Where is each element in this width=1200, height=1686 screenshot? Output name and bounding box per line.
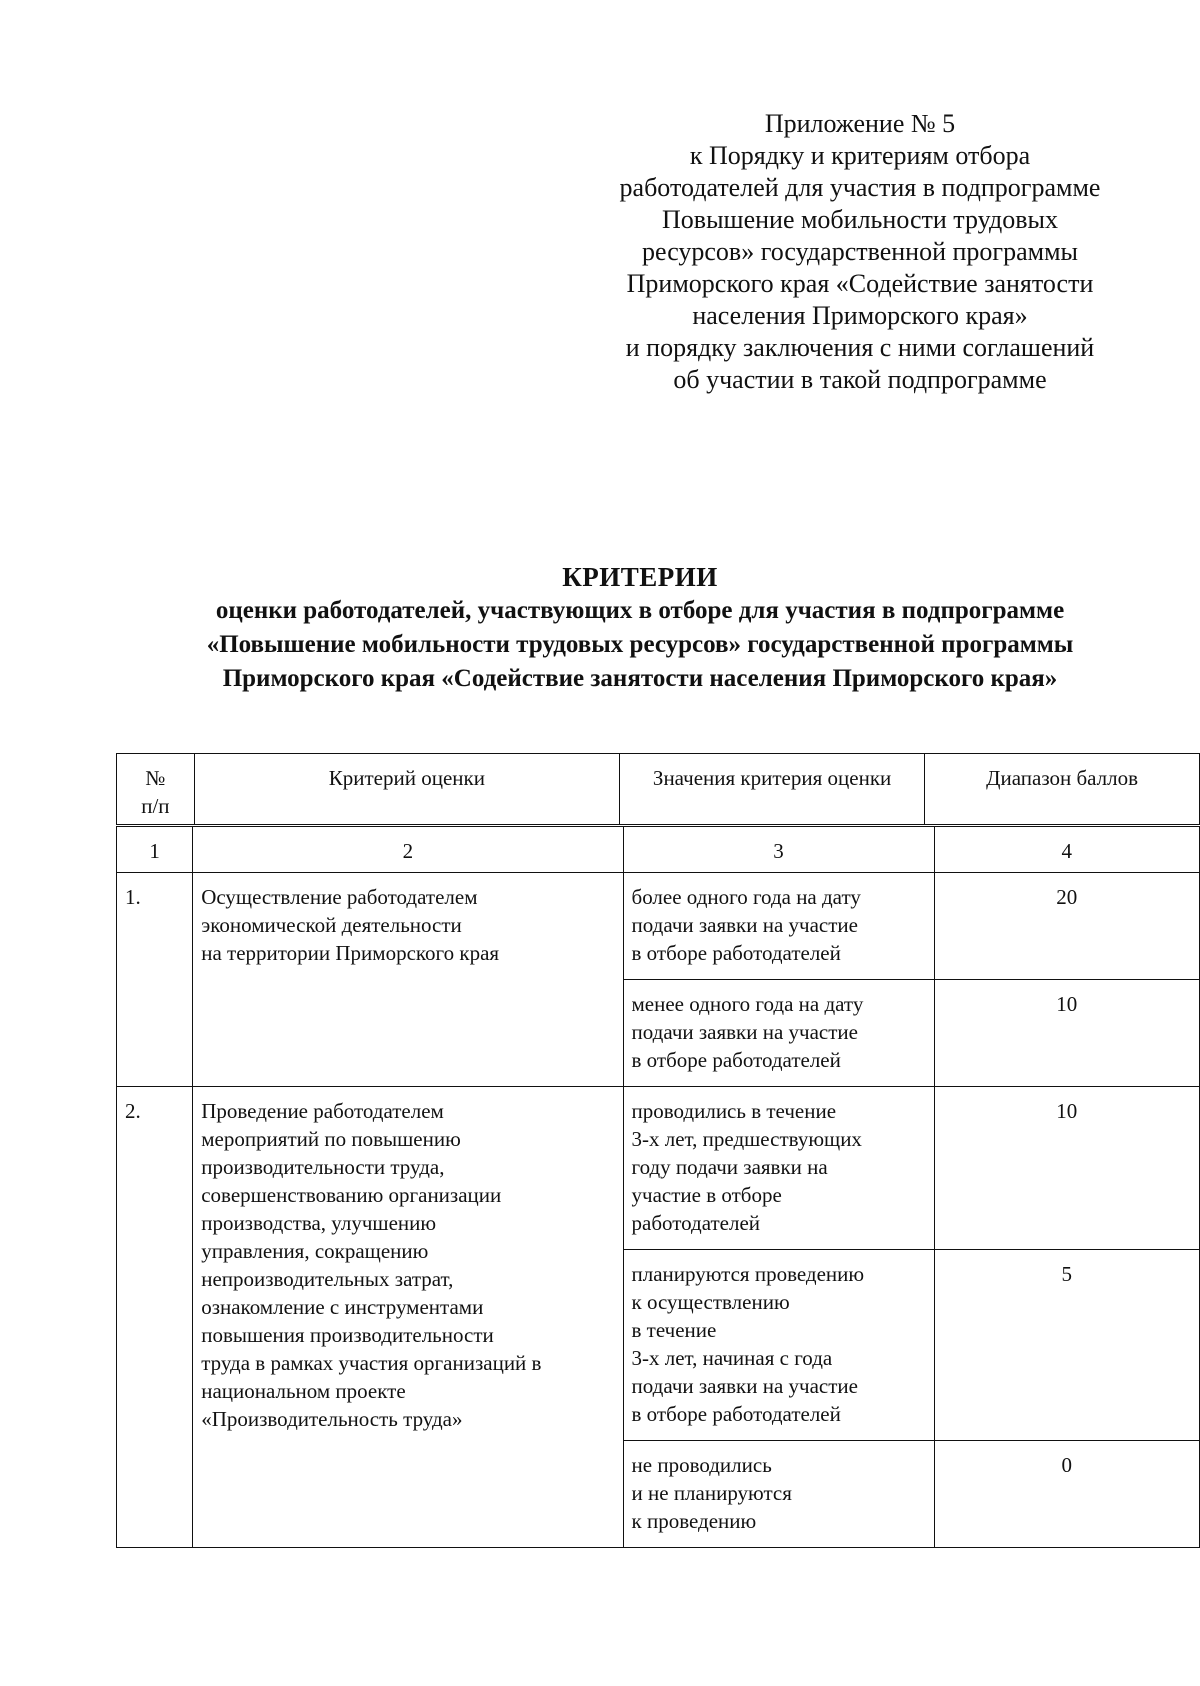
- column-number: 4: [934, 827, 1199, 873]
- appendix-line: Приложение № 5: [764, 109, 956, 138]
- score-cell: 10: [934, 980, 1199, 1087]
- value-cell: менее одного года на дату подачи заявки на участие в отборе работодателей: [623, 980, 934, 1087]
- value-cell: планируются проведению к осуществлению в течение 3-х лет, начиная с года подачи заявки на участие в отборе работодателей: [623, 1250, 934, 1441]
- appendix-line: и порядку заключения с ними соглашений: [625, 333, 1095, 362]
- title-subline: оценки работодателей, участвующих в отборе для участия в подпрограмме: [215, 597, 1065, 624]
- row-number: 1.: [117, 873, 193, 1087]
- title-subline: Приморского края «Содействие занятости населения Приморского края»: [222, 665, 1058, 692]
- value-cell: не проводились и не планируются к проведению: [623, 1441, 934, 1548]
- table-row: [117, 873, 1200, 980]
- title-subline: «Повышение мобильности трудовых ресурсов» государственной программы: [206, 631, 1074, 658]
- header-num: № п/п: [117, 754, 195, 825]
- appendix-line: об участии в такой подпрограмме: [673, 365, 1047, 394]
- score-cell: 0: [934, 1441, 1199, 1548]
- score-cell: 20: [934, 873, 1199, 980]
- column-number: 1: [117, 827, 193, 873]
- column-number-row: [117, 827, 1200, 873]
- row-number: 2.: [117, 1087, 193, 1548]
- header-criterion: Критерий оценки: [194, 754, 619, 825]
- appendix-line: работодателей для участия в подпрограмме: [619, 173, 1101, 202]
- criterion-cell: Проведение работодателем мероприятий по повышению производительности труда, совершенствованию организации производства, улучшению управления, сокращению непроизводительных затрат, ознакомление с инструментами повышения производительности труда в рамках участия организаций в национальном проекте «Производительность труда»: [193, 1087, 623, 1548]
- header-values: Значения критерия оценки: [619, 754, 924, 825]
- title-main: КРИТЕРИИ: [562, 562, 718, 592]
- column-number: 3: [623, 827, 934, 873]
- criteria-table: [116, 826, 1200, 1548]
- value-cell: проводились в течение 3-х лет, предшествующих году подачи заявки на участие в отборе работодателей: [623, 1087, 934, 1250]
- header-range: Диапазон баллов: [925, 754, 1200, 825]
- appendix-line: ресурсов» государственной программы: [642, 237, 1078, 266]
- criterion-cell: Осуществление работодателем экономической деятельности на территории Приморского края: [193, 873, 623, 1087]
- value-cell: более одного года на дату подачи заявки на участие в отборе работодателей: [623, 873, 934, 980]
- criteria-table-header: [116, 753, 1200, 825]
- score-cell: 10: [934, 1087, 1199, 1250]
- appendix-line: к Порядку и критериям отбора: [689, 141, 1031, 170]
- appendix-line: Повышение мобильности трудовых: [662, 205, 1058, 234]
- appendix-line: населения Приморского края»: [692, 301, 1028, 330]
- appendix-block: [560, 108, 1160, 396]
- document-title: [60, 560, 1200, 696]
- appendix-line: Приморского края «Содействие занятости: [626, 269, 1094, 298]
- column-number: 2: [193, 827, 623, 873]
- table-row: [117, 1087, 1200, 1250]
- score-cell: 5: [934, 1250, 1199, 1441]
